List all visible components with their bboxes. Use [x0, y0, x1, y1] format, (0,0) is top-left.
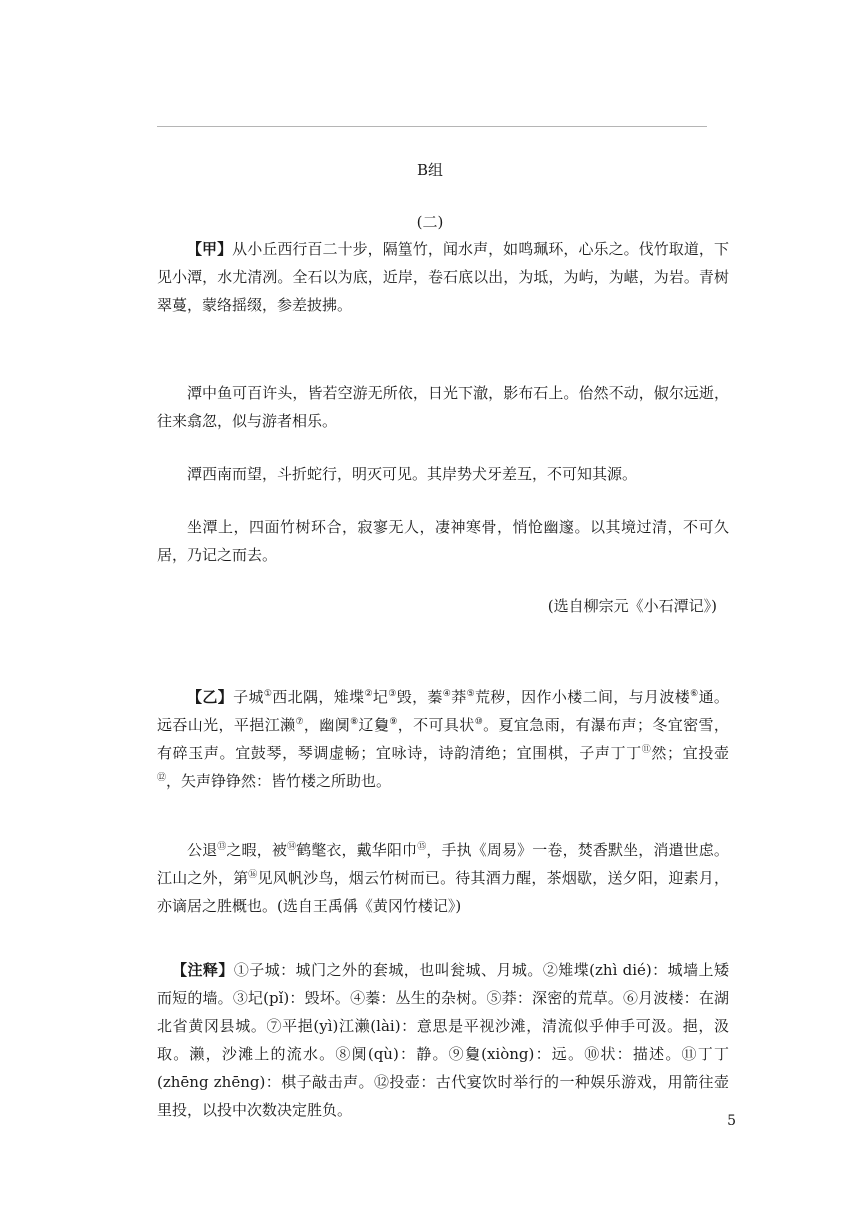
footnote-ref: ①	[263, 689, 273, 699]
group-title: B组	[416, 161, 444, 179]
footnote-ref: ⑤	[466, 689, 476, 699]
footnote-ref: ⑪	[641, 745, 652, 755]
footnote-ref: ⑬	[217, 842, 227, 852]
section-title: (二)	[416, 213, 444, 231]
notes-text: ①子城：城门之外的套城，也叫瓮城、月城。②雉堞(zhì dié)：城墙上矮而短的墙。③圮(pǐ)：毁坏。④蓁：丛生的杂树。⑤莽：深密的荒草。⑥月波楼：在湖北省黄冈县城。⑦平挹(yì)江濑(lài)：意思是平视沙滩，清流似乎伸手可汲。挹，汲取。濑，沙滩上的流水。⑧阒(qù)：静。⑨敻(xiòng)：远。⑩状：描述。⑪丁丁(zhēng zhēng)：棋子敲击声。⑫投壶：古代宴饮时举行的一种娱乐游戏，用箭往壶里投，以投中次数决定胜负。	[157, 961, 729, 1119]
yi-p1-seg: ，矢声铮铮然：皆竹楼之所助也。	[166, 772, 392, 790]
yi-paragraph-1	[157, 683, 729, 795]
footnote-ref: ⑦	[295, 717, 304, 727]
footnote-ref: ②	[364, 689, 373, 699]
yi-p1-seg: 通。远吞山光，平挹江濑	[157, 688, 729, 734]
jia-paragraph-3: 潭西南而望，斗折蛇行，明灭可见。其岸势犬牙差互，不可知其源。	[187, 465, 638, 483]
yi-paragraph-2	[157, 836, 729, 920]
jia-paragraph-1	[157, 235, 729, 319]
yi-p1-seg: 西北隅，雉堞	[272, 688, 365, 706]
yi-p1-seg: 毁，蓁	[396, 688, 443, 706]
jia-paragraph-2: 潭中鱼可百许头，皆若空游无所依，日光下澈，影布石上。佁然不动，俶尔远逝，往来翕忽，似与游者相乐。	[157, 384, 729, 430]
header-rule	[157, 126, 707, 127]
yi-p1-seg: 莽	[451, 688, 467, 706]
yi-marker: 【乙】	[187, 688, 234, 706]
jia-source: (选自柳宗元《小石潭记》)	[547, 597, 717, 615]
yi-p1-seg: 然；宜投壶	[651, 744, 729, 762]
footnote-ref: ⑥	[690, 689, 699, 699]
jia-marker: 【甲】	[187, 240, 233, 258]
footnote-ref: ⑨	[389, 717, 398, 727]
footnote-ref: ④	[442, 689, 452, 699]
footnote-ref: ⑩	[474, 717, 484, 727]
yi-p1-seg: 圮	[372, 688, 389, 706]
page-number: 5	[727, 1113, 736, 1129]
annotations	[157, 956, 729, 1124]
yi-p1-seg: ，幽阒	[303, 716, 351, 734]
yi-p2-seg: 公退	[187, 841, 218, 859]
footnote-ref: ⑮	[417, 842, 427, 852]
yi-p2-seg: ，手执《周易》一卷，焚香默坐，消遣世虑。江山之外，第	[157, 841, 729, 887]
footnote-ref: ⑯	[248, 870, 258, 880]
footnote-ref: ⑭	[286, 842, 297, 852]
yi-p1-seg: 荒秽，因作小楼二间，与月波楼	[475, 688, 691, 706]
yi-p2-seg: 鹤氅衣，戴华阳巾	[296, 841, 418, 859]
yi-p1-seg: ，不可具状	[397, 716, 475, 734]
jia-p1-text: 从小丘西行百二十步，隔篁竹，闻水声，如鸣珮环，心乐之。伐竹取道，下见小潭，水尤清冽。全石以为底，近岸，卷石底以出，为坻，为屿，为嵁，为岩。青树翠蔓，蒙络摇缀，参差披拂。	[157, 240, 729, 314]
yi-p2-seg: 之暇，被	[226, 841, 287, 859]
jia-paragraph-4: 坐潭上，四面竹树环合，寂寥无人，凄神寒骨，悄怆幽邃。以其境过清，不可久居，乃记之而去。	[157, 518, 729, 564]
footnote-ref: ⑫	[157, 773, 167, 783]
yi-p1-seg: 子城	[233, 688, 264, 706]
yi-p1-seg: 辽敻	[358, 716, 390, 734]
footnote-ref: ③	[388, 689, 397, 699]
footnote-ref: ⑧	[350, 717, 359, 727]
yi-p1-seg: 。夏宜急雨，有瀑布声；冬宜密雪，有碎玉声。宜鼓琴，琴调虚畅；宜咏诗，诗韵清绝；宜围棋，子声丁丁	[157, 716, 729, 762]
notes-marker: 【注释】	[172, 961, 234, 979]
yi-p2-seg: 见风帆沙鸟，烟云竹树而已。待其酒力醒，茶烟歇，送夕阳，迎素月，亦谪居之胜概也。(选自王禹偁《黄冈竹楼记》)	[157, 869, 729, 915]
